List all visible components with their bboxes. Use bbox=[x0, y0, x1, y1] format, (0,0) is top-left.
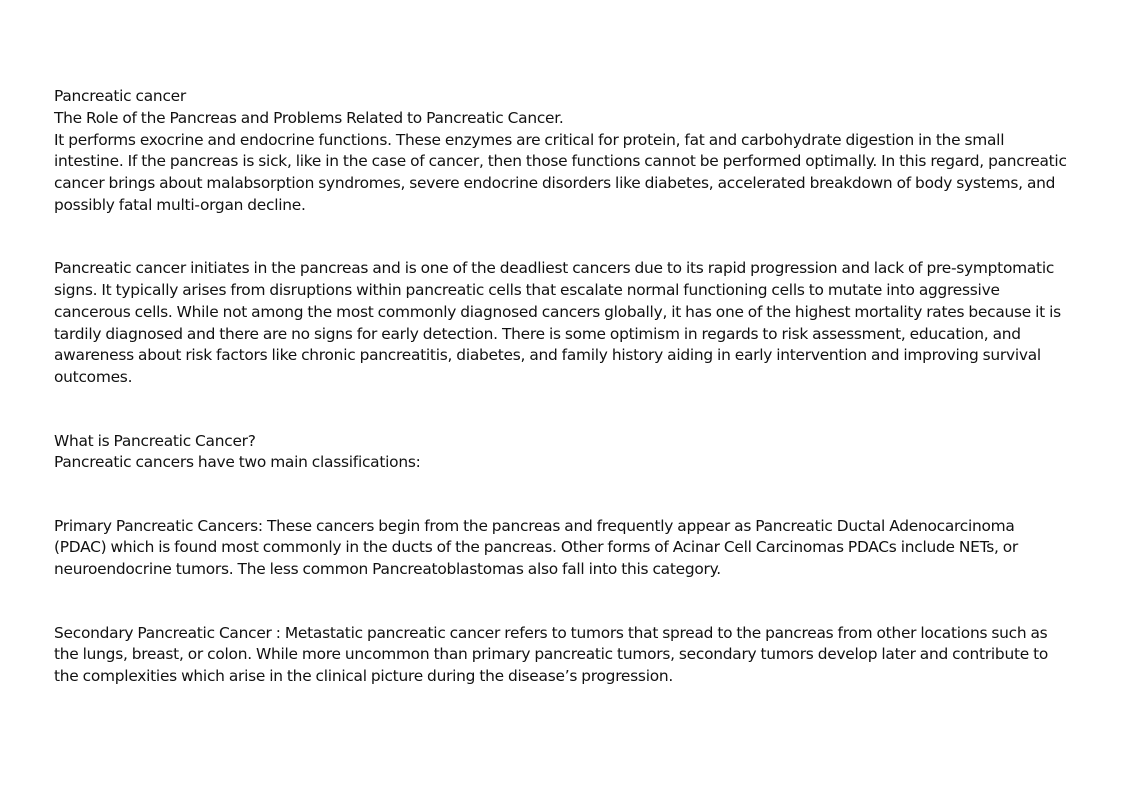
document-subtitle: The Role of the Pancreas and Problems Related to Pancreatic Cancer. bbox=[54, 108, 564, 127]
paragraph-spacer bbox=[54, 474, 1070, 516]
paragraph-spacer bbox=[54, 581, 1070, 623]
section-block bbox=[54, 431, 1070, 475]
document-title: Pancreatic cancer bbox=[54, 87, 186, 105]
section-heading: What is Pancreatic Cancer? bbox=[54, 431, 256, 450]
paragraph-spacer bbox=[54, 217, 1070, 259]
heading-block bbox=[54, 86, 1070, 217]
secondary-cancer-paragraph: Secondary Pancreatic Cancer : Metastatic pancreatic cancer refers to tumors that spread to the pancreas from other locations such as the lungs, breast, or colon. While more uncommon than primary pancreatic tumors, secondary tumors develop later and contribute to the complexities which arise in the clinical picture during the disease’s progression. bbox=[54, 623, 1049, 686]
intro-paragraph: It performs exocrine and endocrine functions. These enzymes are critical for protein, fat and carbohydrate digestion in the small intestine. If the pancreas is sick, like in the case of cancer, then those functions cannot be performed optimally. In this regard, pancreatic cancer brings about malabsorption syndromes, severe endocrine disorders like diabetes, accelerated breakdown of body systems, and possibly fatal multi-organ decline. bbox=[54, 130, 1067, 214]
section-intro: Pancreatic cancers have two main classifications: bbox=[54, 453, 421, 472]
primary-cancer-paragraph: Primary Pancreatic Cancers: These cancers begin from the pancreas and frequently appear as Pancreatic Ductal Adenocarcinoma (PDAC) which is found most commonly in the ducts of the pancreas. Other forms of Acinar Cell Carcinomas PDACs include NETs, or neuroendocrine tumors. The less common Pancreatoblastomas also fall into this category. bbox=[54, 516, 1018, 579]
overview-paragraph: Pancreatic cancer initiates in the pancreas and is one of the deadliest cancers due to its rapid progression and lack of pre-symptomatic signs. It typically arises from disruptions within pancreatic cells that escalate normal functioning cells to mutate into aggressive cancerous cells. While not among the most commonly diagnosed cancers globally, it has one of the highest mortality rates because it is tardily diagnosed and there are no signs for early detection. There is some optimism in regards to risk assessment, education, and awareness about risk factors like chronic pancreatitis, diabetes, and family history aiding in early intervention and improving survival outcomes. bbox=[54, 259, 1061, 387]
paragraph-spacer bbox=[54, 389, 1070, 431]
document-page bbox=[54, 86, 1070, 688]
